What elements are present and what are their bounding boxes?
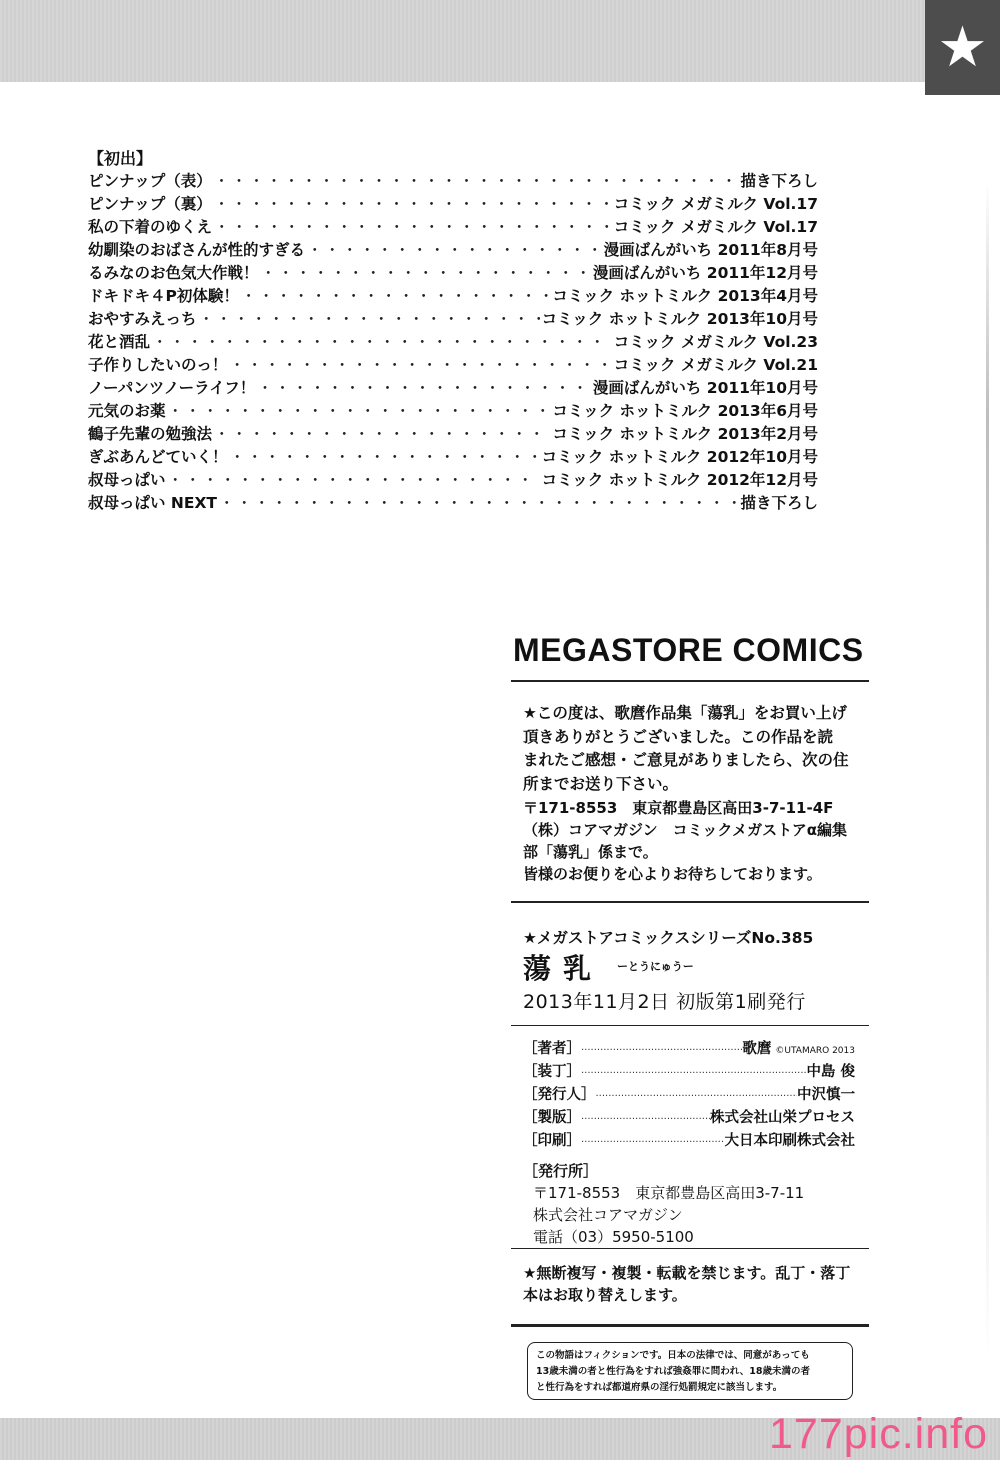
credit-row — [523, 1107, 855, 1130]
first-appearance-row — [88, 331, 818, 354]
first-appearance-row — [88, 469, 818, 492]
credits-list — [523, 1038, 855, 1153]
leader-dots — [241, 285, 551, 308]
leader-dots — [152, 331, 612, 354]
story-source: 描き下ろし — [740, 494, 818, 512]
leader-dots — [581, 1062, 806, 1085]
first-appearance-row — [88, 354, 818, 377]
story-title: 花と酒乱 — [88, 333, 151, 351]
credit-value: 大日本印刷株式会社 — [724, 1133, 855, 1149]
series-number: ★メガストアコミックスシリーズNo.385 — [523, 929, 814, 947]
credit-value: 中沢慎一 — [797, 1087, 855, 1103]
thanks-line: ★この度は、歌麿作品集「蕩乳」をお買い上げ — [523, 704, 847, 722]
first-appearance-list — [88, 147, 818, 515]
story-source: コミック ホットミルク 2012年12月号 — [541, 471, 818, 489]
credit-row — [523, 1061, 855, 1084]
leader-dots — [307, 239, 602, 262]
first-appearance-row — [88, 308, 818, 331]
credit-label: ［製版］ — [523, 1110, 581, 1126]
story-source: 漫画ばんがいち 2011年10月号 — [592, 379, 818, 397]
thanks-message — [523, 702, 868, 796]
story-title: 叔母っぱい NEXT — [88, 494, 217, 512]
story-title: おやすみえっち — [88, 310, 197, 328]
first-appearance-heading: 【初出】 — [88, 149, 153, 168]
first-appearance-row — [88, 193, 818, 216]
fiction-line: と性行為をすれば都道府県の淫行処罰規定に該当します。 — [536, 1382, 783, 1393]
leader-dots — [168, 400, 551, 423]
credit-row — [523, 1084, 855, 1107]
thanks-line: 頂きありがとうございました。この作品を読 — [523, 727, 834, 746]
credit-label: ［装丁］ — [523, 1064, 581, 1080]
first-appearance-row — [88, 216, 818, 239]
credit-value: 中島 俊 — [806, 1064, 855, 1080]
page-edge — [986, 180, 989, 1360]
story-source: コミック ホットミルク 2012年10月号 — [541, 448, 818, 466]
credit-label: ［著者］ — [523, 1041, 581, 1057]
publisher-info — [523, 1160, 805, 1248]
divider — [511, 1248, 869, 1249]
story-source: コミック ホットミルク 2013年4月号 — [552, 287, 818, 305]
address-line: 皆様のお便りを心よりお待ちしております。 — [523, 865, 822, 883]
notice-line: 本はお取り替えします。 — [523, 1286, 687, 1304]
first-appearance-row — [88, 239, 818, 262]
story-source: 描き下ろし — [740, 172, 818, 190]
leader-dots — [261, 262, 591, 285]
story-source: コミック メガミルク Vol.21 — [613, 356, 818, 374]
story-source: コミック ホットミルク 2013年2月号 — [552, 425, 818, 443]
fiction-notice — [527, 1342, 853, 1400]
thanks-line: 所までお送り下さい。 — [523, 774, 679, 793]
story-title: 鶴子先輩の勉強法 — [88, 425, 213, 443]
story-title: ピンナップ（表） — [88, 172, 212, 190]
mailing-address — [523, 797, 868, 885]
first-appearance-row — [88, 285, 818, 308]
credit-value: 株式会社山栄プロセス — [710, 1110, 855, 1126]
address-line: （株）コアマガジン コミックメガストアα編集 — [523, 821, 848, 839]
fiction-line: 13歳未満の者と性行為をすれば強姦罪に問われ、18歳未満の者 — [536, 1366, 811, 1377]
fiction-line: この物語はフィクションです。日本の法律では、同意があっても — [536, 1350, 810, 1361]
leader-dots — [229, 354, 611, 377]
story-title: ピンナップ（裏） — [88, 195, 212, 213]
story-title: 私の下着のゆくえ — [88, 218, 213, 236]
book-title: 蕩乳 — [523, 952, 604, 985]
first-appearance-row — [88, 492, 818, 515]
leader-dots — [214, 216, 612, 239]
story-title: 子作りしたいのっ！ — [88, 356, 228, 374]
first-appearance-row — [88, 170, 818, 193]
star-icon: ★ — [925, 0, 1000, 95]
leader-dots — [581, 1108, 710, 1131]
story-source: 漫画ばんがいち 2011年8月号 — [603, 241, 818, 259]
story-title: るみなのお色気大作戦！ — [88, 264, 259, 282]
publisher-line: 〒171-8553 東京都豊島区高田3-7-11 — [533, 1184, 805, 1202]
address-line: 〒171-8553 東京都豊島区高田3-7-11-4F — [523, 799, 834, 817]
leader-dots — [581, 1131, 725, 1154]
story-title: ノーパンツノーライフ！ — [88, 379, 256, 397]
leader-dots — [214, 193, 612, 216]
leader-dots — [214, 423, 550, 446]
story-source: コミック ホットミルク 2013年10月号 — [541, 310, 818, 328]
story-title: ぎぶあんどていく！ — [88, 448, 228, 466]
book-title-reading: ーとうにゅうー — [617, 960, 694, 973]
first-appearance-row — [88, 446, 818, 469]
leader-dots — [199, 308, 540, 331]
address-line: 部「蕩乳」係まで。 — [523, 843, 658, 861]
publication-date: 2013年11月2日 初版第1刷発行 — [523, 991, 806, 1013]
publisher-label: ［発行所］ — [523, 1162, 599, 1180]
top-band — [0, 0, 1000, 82]
story-source: コミック ホットミルク 2013年6月号 — [552, 402, 818, 420]
leader-dots — [168, 469, 540, 492]
divider — [511, 1025, 869, 1026]
credit-row — [523, 1038, 855, 1061]
leader-dots — [219, 492, 739, 515]
story-title: 幼馴染のおばさんが性的すぎる — [88, 241, 306, 259]
divider — [511, 680, 869, 682]
story-title: 叔母っぱい — [88, 471, 166, 489]
first-appearance-row — [88, 377, 818, 400]
credit-label: ［発行人］ — [523, 1087, 596, 1103]
first-appearance-row — [88, 423, 818, 446]
story-title: ドキドキ４P初体験！ — [88, 287, 239, 305]
credit-row — [523, 1130, 855, 1153]
notice-line: ★無断複写・複製・転載を禁じます。乱丁・落丁 — [523, 1264, 851, 1282]
story-source: コミック メガミルク Vol.23 — [613, 333, 818, 351]
first-appearance-row — [88, 262, 818, 285]
divider — [511, 901, 869, 903]
leader-dots — [214, 170, 739, 193]
credit-value: 歌麿 — [742, 1041, 772, 1057]
series-logo: MEGASTORE COMICS — [513, 632, 864, 668]
leader-dots — [230, 446, 540, 469]
watermark: 177pic.info — [769, 1410, 988, 1458]
thanks-line: まれたご感想・ご意見がありましたら、次の住 — [523, 751, 849, 769]
story-source: 漫画ばんがいち 2011年12月号 — [592, 264, 818, 282]
story-source: コミック メガミルク Vol.17 — [613, 195, 818, 213]
divider — [511, 1324, 869, 1327]
first-appearance-row — [88, 400, 818, 423]
story-title: 元気のお薬 — [88, 402, 166, 420]
story-source: コミック メガミルク Vol.17 — [613, 218, 818, 236]
publisher-line: 株式会社コアマガジン — [533, 1206, 683, 1224]
copyright-notice — [523, 1262, 863, 1306]
leader-dots — [596, 1085, 798, 1108]
copyright-note: ©UTAMARO 2013 — [775, 1046, 855, 1056]
publisher-line: 電話（03）5950-5100 — [533, 1228, 694, 1246]
leader-dots — [257, 377, 591, 400]
leader-dots — [581, 1039, 742, 1062]
credit-label: ［印刷］ — [523, 1133, 581, 1149]
